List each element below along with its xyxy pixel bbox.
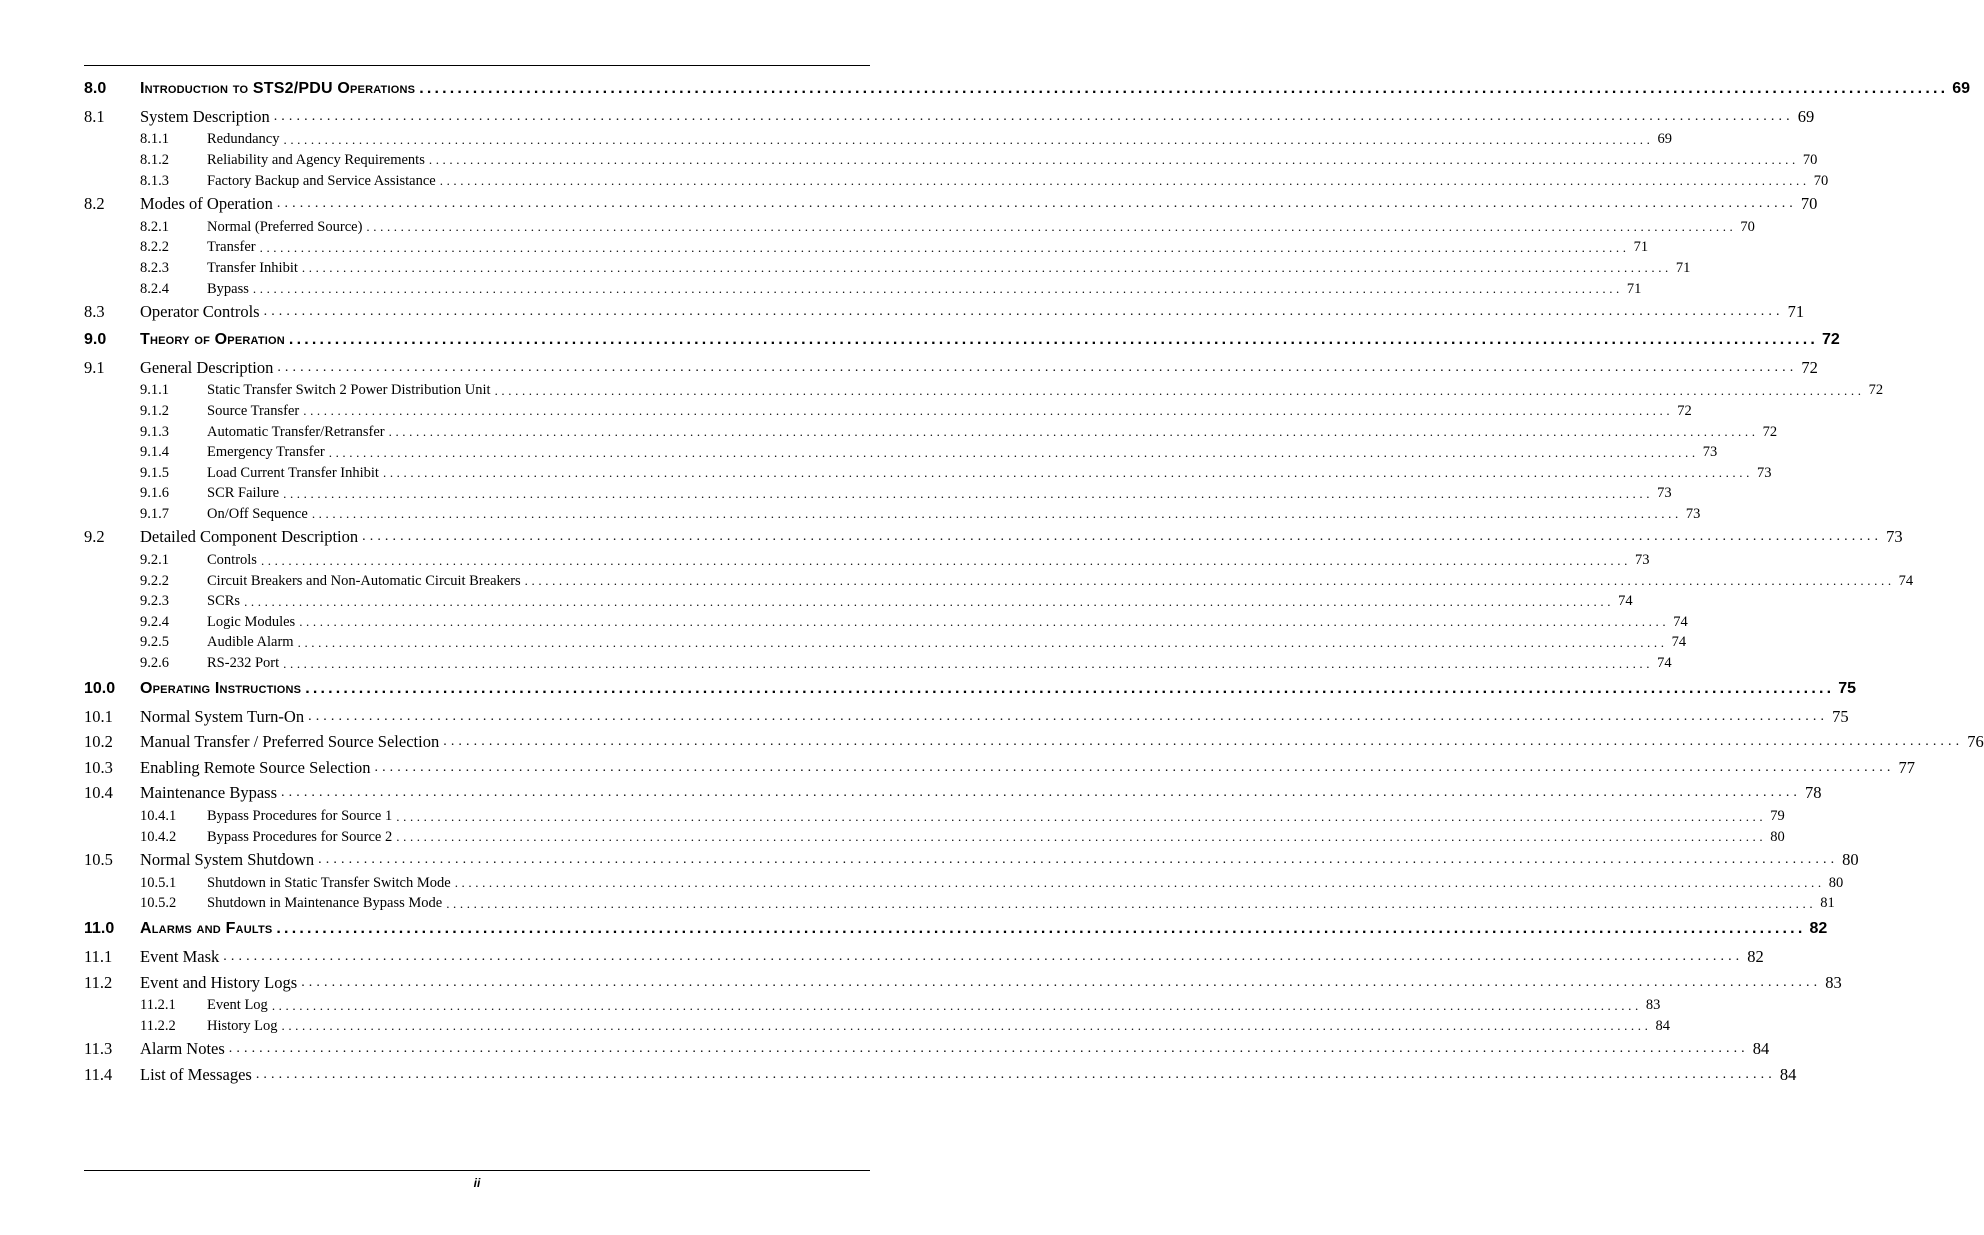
toc-entry-title: Normal (Preferred Source) (207, 218, 363, 235)
toc-dot-leader: ........................................................................................................................................................................................................ (419, 80, 1949, 97)
toc-entry-number: 10.4.2 (140, 828, 177, 845)
toc-entry-page: 73 (1634, 552, 1650, 569)
toc-entry-title: Controls (207, 552, 257, 569)
toc-entry-sub[interactable] (84, 401, 1692, 422)
toc-entry-number: 8.2.4 (140, 280, 169, 297)
toc-entry-title: Redundancy (207, 131, 280, 148)
toc-entry-page: 69 (1797, 106, 1815, 126)
toc-entry-page: 82 (1809, 920, 1828, 938)
toc-dot-leader: ........................................................................................................................................................................................................ (303, 403, 1674, 419)
toc-entry-title: SCRs (207, 593, 241, 610)
toc-dot-leader: ........................................................................................................................................................................................................ (244, 593, 1615, 609)
toc-entry-number: 9.1.1 (140, 382, 169, 399)
toc-entry-sub[interactable] (84, 633, 1687, 654)
toc-entry-number: 8.2.1 (140, 218, 169, 235)
toc-entry-number: 9.2.1 (140, 552, 169, 569)
toc-entry-chapter[interactable] (84, 74, 1971, 104)
toc-entry-page: 71 (1626, 280, 1642, 297)
toc-entry-number: 9.1.4 (140, 444, 169, 461)
toc-entry-number: 9.2.4 (140, 613, 169, 630)
toc-entry-title: Operating Instructions (140, 679, 302, 697)
toc-entry-title: RS-232 Port (207, 655, 280, 672)
toc-entry-number: 10.3 (84, 757, 113, 777)
toc-entry-page: 81 (1820, 895, 1835, 912)
toc-dot-leader: ........................................................................................................................................................................................................ (439, 173, 1810, 189)
toc-entry-page: 77 (1898, 757, 1915, 777)
toc-entry-title: Logic Modules (207, 613, 296, 630)
toc-entry-page: 73 (1886, 527, 1903, 547)
toc-dot-leader: ........................................................................................................................................................................................................ (388, 424, 1759, 440)
toc-entry-title: Bypass Procedures for Source 1 (207, 808, 393, 825)
toc-entry-title: On/Off Sequence (207, 505, 308, 522)
toc-dot-leader: ........................................................................................................................................................................................................ (396, 808, 1767, 824)
toc-entry-page: 80 (1770, 828, 1785, 845)
toc-entry-title: Introduction to STS2/PDU Operations (140, 80, 416, 97)
toc-dot-leader: ........................................................................................................................................................................................................ (374, 759, 1895, 775)
toc-entry-number: 9.1 (84, 357, 105, 377)
toc-dot-leader: ........................................................................................................................................................................................................ (382, 465, 1753, 481)
toc-entry-sub[interactable] (84, 591, 1633, 612)
toc-dot-leader: ........................................................................................................................................................................................................ (318, 852, 1839, 868)
toc-entry-chapter[interactable] (84, 325, 1840, 355)
toc-entry-number: 9.0 (84, 330, 107, 348)
toc-entry-page: 75 (1832, 706, 1849, 726)
toc-entry-title: Circuit Breakers and Non-Automatic Circuit Breakers (207, 572, 521, 589)
bottom-rule (84, 1170, 870, 1171)
toc-entry-page: 74 (1671, 634, 1687, 651)
toc-entry-sub[interactable] (84, 258, 1691, 279)
toc-dot-leader: ........................................................................................................................................................................................................ (228, 1041, 1749, 1057)
toc-entry-title: Event Mask (140, 946, 220, 966)
toc-dot-leader: ........................................................................................................................................................................................................ (443, 734, 1964, 750)
toc-entry-title: Shutdown in Maintenance Bypass Mode (207, 895, 443, 912)
toc-entry-section[interactable] (84, 704, 1849, 730)
toc-entry-section[interactable] (84, 525, 1903, 551)
toc-dot-leader: ........................................................................................................................................................................................................ (311, 506, 1682, 522)
toc-entry-page: 70 (1800, 194, 1818, 214)
toc-entry-page: 69 (1952, 80, 1971, 97)
toc-dot-leader: ........................................................................................................................................................................................................ (271, 997, 1642, 1013)
toc-entry-sub[interactable] (84, 381, 1884, 402)
toc-entry-page: 73 (1756, 464, 1772, 481)
toc-dot-leader: ........................................................................................................................................................................................................ (252, 281, 1623, 297)
toc-entry-title: Source Transfer (207, 402, 300, 419)
toc-entry-page: 73 (1685, 505, 1701, 522)
toc-entry-page: 71 (1675, 259, 1691, 276)
toc-entry-page: 74 (1618, 593, 1633, 610)
toc-entry-page: 72 (1821, 330, 1840, 348)
toc-dot-leader: ........................................................................................................................................................................................................ (277, 359, 1798, 375)
toc-entry-number: 11.4 (84, 1064, 113, 1084)
toc-dot-leader: ........................................................................................................................................................................................................ (263, 304, 1784, 320)
toc-entry-title: Load Current Transfer Inhibit (207, 464, 379, 481)
toc-dot-leader: ........................................................................................................................................................................................................ (260, 552, 1631, 568)
toc-dot-leader: ........................................................................................................................................................................................................ (281, 785, 1802, 801)
toc-entry-page: 72 (1677, 402, 1692, 419)
toc-entry-page: 70 (1813, 172, 1829, 189)
toc-entry-sub[interactable] (84, 484, 1672, 505)
toc-entry-page: 74 (1657, 655, 1672, 672)
toc-entry-page: 75 (1838, 679, 1857, 697)
toc-entry-number: 9.2.6 (140, 655, 169, 672)
toc-entry-page: 70 (1740, 218, 1755, 235)
toc-dot-leader: ........................................................................................................................................................................................................ (288, 330, 1818, 348)
toc-entry-page: 76 (1967, 732, 1984, 752)
toc-entry-number: 10.5.2 (140, 895, 177, 912)
toc-entry-page: 72 (1762, 423, 1778, 440)
toc-dot-leader: ........................................................................................................................................................................................................ (524, 573, 1895, 589)
toc-entry-section[interactable] (84, 847, 1859, 873)
toc-entry-page: 84 (1779, 1064, 1797, 1084)
toc-entry-sub[interactable] (84, 827, 1785, 848)
toc-entry-page: 84 (1655, 1017, 1670, 1034)
toc-entry-sub[interactable] (84, 612, 1688, 633)
table-of-contents (84, 74, 1984, 1088)
toc-entry-title: Transfer (207, 239, 256, 256)
toc-dot-leader: ........................................................................................................................................................................................................ (494, 382, 1865, 398)
toc-entry-number: 11.0 (84, 920, 115, 938)
footer-page-number: ii (473, 1176, 481, 1190)
toc-entry-title: Manual Transfer / Preferred Source Selection (140, 732, 440, 752)
toc-dot-leader: ........................................................................................................................................................................................................ (297, 634, 1668, 650)
toc-entry-title: Emergency Transfer (207, 444, 325, 461)
toc-entry-number: 11.3 (84, 1039, 113, 1059)
toc-dot-leader: ........................................................................................................................................................................................................ (454, 875, 1825, 891)
toc-entry-title: Factory Backup and Service Assistance (207, 172, 436, 189)
toc-entry-page: 72 (1868, 382, 1884, 399)
toc-dot-leader: ........................................................................................................................................................................................................ (273, 108, 1794, 124)
toc-entry-number: 11.2 (84, 972, 113, 992)
toc-entry-sub[interactable] (84, 873, 1844, 894)
toc-entry-number: 8.1.1 (140, 131, 169, 148)
toc-entry-sub[interactable] (84, 504, 1701, 525)
toc-entry-number: 11.2.1 (140, 997, 176, 1014)
toc-entry-section[interactable] (84, 970, 1842, 996)
toc-entry-page: 80 (1828, 874, 1844, 891)
toc-entry-number: 8.3 (84, 302, 105, 322)
toc-entry-page: 69 (1657, 131, 1672, 148)
toc-entry-number: 8.1 (84, 106, 105, 126)
toc-entry-number: 9.2.3 (140, 593, 169, 610)
toc-dot-leader: ........................................................................................................................................................................................................ (396, 829, 1767, 845)
toc-entry-sub[interactable] (84, 463, 1772, 484)
toc-entry-page: 71 (1787, 302, 1805, 322)
toc-entry-number: 9.1.5 (140, 464, 169, 481)
toc-entry-page: 84 (1752, 1039, 1770, 1059)
toc-entry-number: 9.2.2 (140, 572, 169, 589)
toc-entry-number: 10.1 (84, 706, 113, 726)
toc-entry-page: 80 (1842, 850, 1859, 870)
toc-dot-leader: ........................................................................................................................................................................................................ (328, 444, 1699, 460)
toc-entry-chapter[interactable] (84, 914, 1828, 944)
toc-entry-title: Maintenance Bypass (140, 783, 278, 803)
toc-entry-sub[interactable] (84, 238, 1649, 259)
toc-entry-title: History Log (207, 1017, 278, 1034)
toc-dot-leader: ........................................................................................................................................................................................................ (276, 920, 1806, 938)
toc-entry-sub[interactable] (84, 995, 1661, 1016)
toc-entry-page: 74 (1898, 572, 1914, 589)
toc-entry-sub[interactable] (84, 442, 1718, 463)
toc-dot-leader: ........................................................................................................................................................................................................ (255, 1066, 1776, 1082)
toc-entry-page: 73 (1657, 485, 1672, 502)
toc-entry-title: General Description (140, 357, 274, 377)
toc-entry-sub[interactable] (84, 894, 1835, 915)
toc-entry-section[interactable] (84, 781, 1822, 807)
top-rule (84, 65, 870, 66)
toc-entry-section[interactable] (84, 944, 1764, 970)
toc-dot-leader: ........................................................................................................................................................................................................ (308, 708, 1829, 724)
toc-entry-title: Automatic Transfer/Retransfer (207, 423, 385, 440)
toc-dot-leader: ........................................................................................................................................................................................................ (366, 219, 1737, 235)
toc-dot-leader: ........................................................................................................................................................................................................ (283, 655, 1654, 671)
toc-entry-number: 9.2 (84, 527, 105, 547)
toc-entry-number: 9.1.2 (140, 402, 169, 419)
toc-entry-section[interactable] (84, 104, 1815, 130)
toc-entry-page: 82 (1747, 946, 1764, 966)
toc-dot-leader: ........................................................................................................................................................................................................ (276, 196, 1797, 212)
toc-entry-title: Event Log (207, 997, 268, 1014)
toc-entry-page: 83 (1825, 972, 1842, 992)
toc-dot-leader: ........................................................................................................................................................................................................ (301, 974, 1822, 990)
toc-entry-number: 8.2 (84, 194, 105, 214)
toc-entry-sub[interactable] (84, 550, 1650, 571)
toc-dot-leader: ........................................................................................................................................................................................................ (446, 895, 1817, 911)
toc-entry-number: 9.1.7 (140, 505, 169, 522)
toc-entry-sub[interactable] (84, 171, 1829, 192)
toc-entry-title: System Description (140, 106, 270, 126)
toc-entry-section[interactable] (84, 1062, 1797, 1088)
toc-entry-page: 72 (1801, 357, 1818, 377)
toc-entry-page: 79 (1770, 808, 1785, 825)
toc-dot-leader: ........................................................................................................................................................................................................ (301, 260, 1672, 276)
toc-entry-title: Alarms and Faults (140, 920, 273, 938)
toc-dot-leader: ........................................................................................................................................................................................................ (259, 239, 1630, 255)
toc-entry-page: 71 (1633, 239, 1649, 256)
toc-entry-page: 74 (1673, 613, 1688, 630)
toc-entry-sub[interactable] (84, 130, 1672, 151)
toc-entry-section[interactable] (84, 729, 1984, 755)
toc-entry-page: 70 (1802, 151, 1818, 168)
toc-entry-title: Theory of Operation (140, 330, 285, 348)
toc-dot-leader: ........................................................................................................................................................................................................ (428, 152, 1799, 168)
toc-entry-title: Static Transfer Switch 2 Power Distribution Unit (207, 382, 491, 399)
toc-entry-number: 8.0 (84, 80, 107, 97)
toc-dot-leader: ........................................................................................................................................................................................................ (362, 529, 1883, 545)
toc-entry-number: 10.4 (84, 783, 113, 803)
toc-entry-title: Normal System Turn-On (140, 706, 305, 726)
toc-dot-leader: ........................................................................................................................................................................................................ (223, 948, 1744, 964)
toc-entry-title: Enabling Remote Source Selection (140, 757, 371, 777)
toc-entry-sub[interactable] (84, 571, 1914, 592)
toc-entry-number: 8.1.2 (140, 151, 169, 168)
toc-entry-title: Operator Controls (140, 302, 260, 322)
toc-entry-number: 10.5.1 (140, 874, 177, 891)
toc-dot-leader: ........................................................................................................................................................................................................ (283, 131, 1654, 147)
toc-entry-title: Reliability and Agency Requirements (207, 151, 425, 168)
toc-entry-section[interactable] (84, 755, 1915, 781)
toc-entry-number: 9.1.3 (140, 423, 169, 440)
toc-dot-leader: ........................................................................................................................................................................................................ (305, 679, 1835, 697)
toc-entry-number: 8.2.3 (140, 259, 169, 276)
toc-entry-title: SCR Failure (207, 485, 280, 502)
toc-entry-number: 11.2.2 (140, 1017, 176, 1034)
toc-entry-number: 10.4.1 (140, 808, 177, 825)
toc-entry-number: 10.5 (84, 850, 113, 870)
toc-entry-title: Normal System Shutdown (140, 850, 315, 870)
toc-entry-number: 8.2.2 (140, 239, 169, 256)
toc-entry-sub[interactable] (84, 1016, 1670, 1037)
toc-entry-title: Shutdown in Static Transfer Switch Mode (207, 874, 451, 891)
toc-entry-number: 8.1.3 (140, 172, 169, 189)
toc-entry-title: Alarm Notes (140, 1039, 225, 1059)
toc-entry-sub[interactable] (84, 279, 1642, 300)
toc-entry-number: 9.2.5 (140, 634, 169, 651)
toc-dot-leader: ........................................................................................................................................................................................................ (281, 1018, 1652, 1034)
toc-entry-title: Event and History Logs (140, 972, 298, 992)
toc-entry-page: 83 (1645, 997, 1661, 1014)
toc-entry-sub[interactable] (84, 806, 1785, 827)
toc-entry-number: 10.2 (84, 732, 113, 752)
toc-entry-section[interactable] (84, 191, 1818, 217)
toc-entry-chapter[interactable] (84, 674, 1857, 704)
toc-entry-title: Bypass Procedures for Source 2 (207, 828, 393, 845)
toc-entry-page: 73 (1702, 444, 1718, 461)
toc-entry-sub[interactable] (84, 422, 1778, 443)
toc-entry-title: Modes of Operation (140, 194, 273, 214)
toc-entry-number: 10.0 (84, 679, 116, 697)
toc-entry-number: 11.1 (84, 946, 113, 966)
toc-entry-title: List of Messages (140, 1064, 252, 1084)
toc-entry-title: Audible Alarm (207, 634, 294, 651)
toc-entry-section[interactable] (84, 299, 1805, 325)
toc-entry-section[interactable] (84, 1037, 1770, 1063)
toc-entry-number: 9.1.6 (140, 485, 169, 502)
toc-entry-page: 78 (1805, 783, 1822, 803)
toc-entry-title: Transfer Inhibit (207, 259, 298, 276)
toc-entry-title: Bypass (207, 280, 249, 297)
toc-entry-title: Detailed Component Description (140, 527, 359, 547)
toc-entry-section[interactable] (84, 355, 1818, 381)
toc-dot-leader: ........................................................................................................................................................................................................ (299, 614, 1670, 630)
toc-entry-sub[interactable] (84, 217, 1755, 238)
toc-entry-sub[interactable] (84, 653, 1672, 674)
toc-dot-leader: ........................................................................................................................................................................................................ (283, 485, 1654, 501)
toc-entry-sub[interactable] (84, 150, 1818, 171)
